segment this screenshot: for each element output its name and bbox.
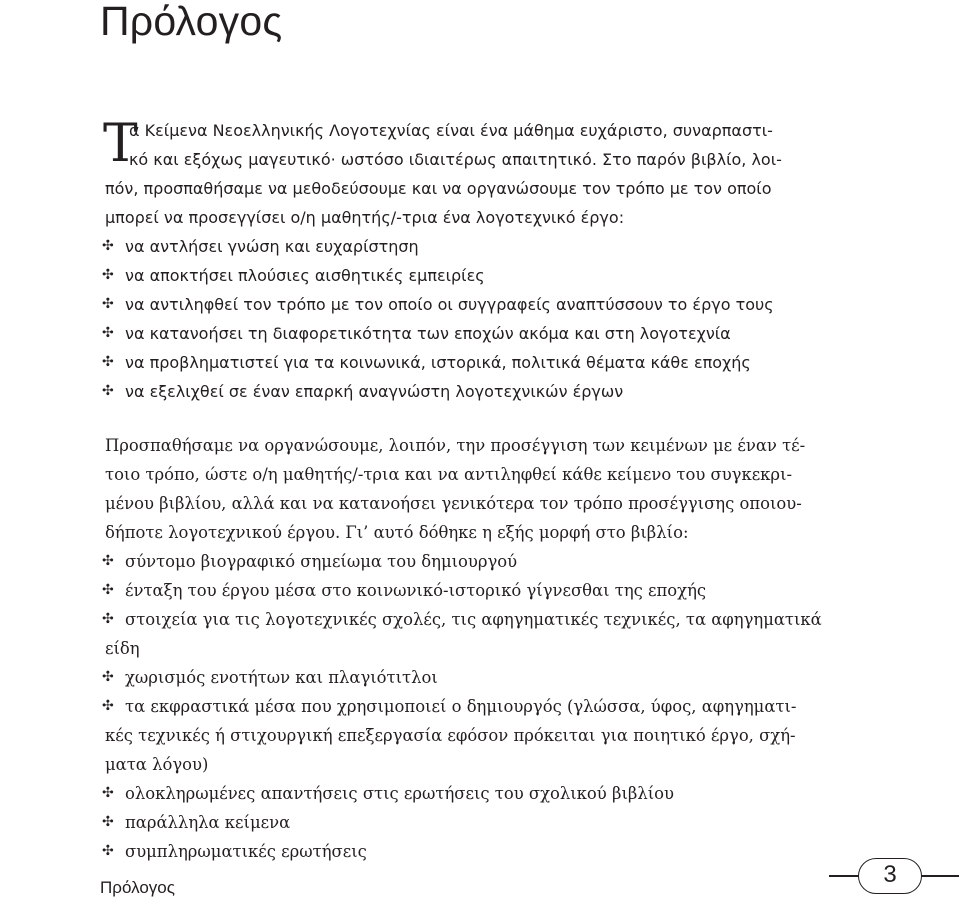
bullet-icon: ✣ <box>102 325 114 341</box>
intro-paragraph <box>105 116 845 232</box>
list-item <box>102 779 845 808</box>
list-item-text: να αποκτήσει πλούσιες αισθητικές εμπειρίες <box>125 266 485 285</box>
list-item-text: ματα λόγου) <box>105 755 209 774</box>
list-item <box>102 605 845 663</box>
page-number: 3 <box>883 861 897 888</box>
list-item-text: να κατανοήσει τη διαφορετικότητα των εποχών ακόμα και στη λογοτεχνία <box>125 324 731 343</box>
list-item-text: κές τεχνικές ή στιχουργική επεξεργασία εφόσον πρόκειται για ποιητικό έργο, σχή- <box>105 726 796 745</box>
bullet-icon: ✣ <box>102 698 114 714</box>
list-item-text: είδη <box>105 639 140 658</box>
list-item-text: παράλληλα κείμενα <box>125 813 291 832</box>
bullet-icon: ✣ <box>102 553 114 569</box>
bullet-icon: ✣ <box>102 582 114 598</box>
bullet-icon: ✣ <box>102 354 114 370</box>
goals-list <box>102 232 845 406</box>
bullet-icon: ✣ <box>102 267 114 283</box>
list-item <box>102 290 845 319</box>
intro-line: πόν, προσπαθήσαμε να μεθοδεύσουμε και να οργανώσουμε τον τρόπο με τον οποίο <box>105 179 772 198</box>
list-item <box>102 692 845 779</box>
bullet-icon: ✣ <box>102 814 114 830</box>
list-item <box>102 547 845 576</box>
list-item <box>102 576 845 605</box>
intro-line: κό και εξόχως μαγευτικό· ωστόσο ιδιαιτέρως απαιτητικό. Στο παρόν βιβλίο, λοι- <box>129 150 782 169</box>
list-item-text: να αντλήσει γνώση και ευχαρίστηση <box>125 237 419 256</box>
list-item-text: τα εκφραστικά μέσα που χρησιμοποιεί ο δημιουργός (γλώσσα, ύφος, αφηγηματι- <box>125 697 797 716</box>
paragraph-line: Προσπαθήσαμε να οργανώσουμε, λοιπόν, την προσέγγιση των κειμένων με έναν τέ- <box>105 436 806 455</box>
intro-line: α Κείμενα Νεοελληνικής Λογοτεχνίας είναι ένα μάθημα ευχάριστο, συναρπαστι- <box>129 121 773 140</box>
list-item-text: να εξελιχθεί σε έναν επαρκή αναγνώστη λογοτεχνικών έργων <box>125 382 624 401</box>
bullet-icon: ✣ <box>102 669 114 685</box>
footer-label: Πρόλογος <box>100 878 175 897</box>
bullet-icon: ✣ <box>102 296 114 312</box>
list-item <box>102 377 845 406</box>
list-item <box>102 808 845 837</box>
bullet-icon: ✣ <box>102 383 114 399</box>
list-item <box>102 837 845 866</box>
list-item-text: χωρισμός ενοτήτων και πλαγιότιτλοι <box>125 668 438 687</box>
drop-cap: Τ <box>103 114 138 174</box>
page-title: Πρόλογος <box>100 0 283 44</box>
structure-list <box>102 547 845 866</box>
list-item-text: σύντομο βιογραφικό σημείωμα του δημιουργού <box>125 552 518 571</box>
list-item <box>102 319 845 348</box>
paragraph-line: τοιο τρόπο, ώστε ο/η μαθητής/-τρια και να αντιληφθεί κάθε κείμενο του συγκεκρι- <box>105 465 793 484</box>
bullet-icon: ✣ <box>102 843 114 859</box>
list-item-text: να προβληματιστεί για τα κοινωνικά, ιστορικά, πολιτικά θέματα κάθε εποχής <box>125 353 751 372</box>
list-item-text: στοιχεία για τις λογοτεχνικές σχολές, τις αφηγηματικές τεχνικές, τα αφηγηματικά <box>125 610 822 629</box>
structure-paragraph <box>102 431 845 866</box>
list-item <box>102 261 845 290</box>
list-item-text: συμπληρωματικές ερωτήσεις <box>125 842 367 861</box>
page-body <box>102 114 845 866</box>
list-item <box>102 348 845 377</box>
list-item-text: ένταξη του έργου μέσα στο κοινωνικό-ιστορικό γίγνεσθαι της εποχής <box>125 581 707 600</box>
bullet-icon: ✣ <box>102 611 114 627</box>
list-item-text: ολοκληρωμένες απαντήσεις στις ερωτήσεις του σχολικού βιβλίου <box>125 784 674 803</box>
paragraph-line: μένου βιβλίου, αλλά και να κατανοήσει γενικότερα τον τρόπο προσέγγισης οποιου- <box>105 494 802 513</box>
bullet-icon: ✣ <box>102 785 114 801</box>
list-item <box>102 232 845 261</box>
list-item <box>102 663 845 692</box>
list-item-text: να αντιληφθεί τον τρόπο με τον οποίο οι συγγραφείς αναπτύσσουν το έργο τους <box>125 295 774 314</box>
paragraph-line: δήποτε λογοτεχνικού έργου. Γι’ αυτό δόθηκε η εξής μορφή στο βιβλίο: <box>105 523 689 542</box>
page-number-badge <box>858 858 922 894</box>
bullet-icon: ✣ <box>102 238 114 254</box>
intro-line: μπορεί να προσεγγίσει ο/η μαθητής/-τρια ένα λογοτεχνικό έργο: <box>105 208 625 227</box>
